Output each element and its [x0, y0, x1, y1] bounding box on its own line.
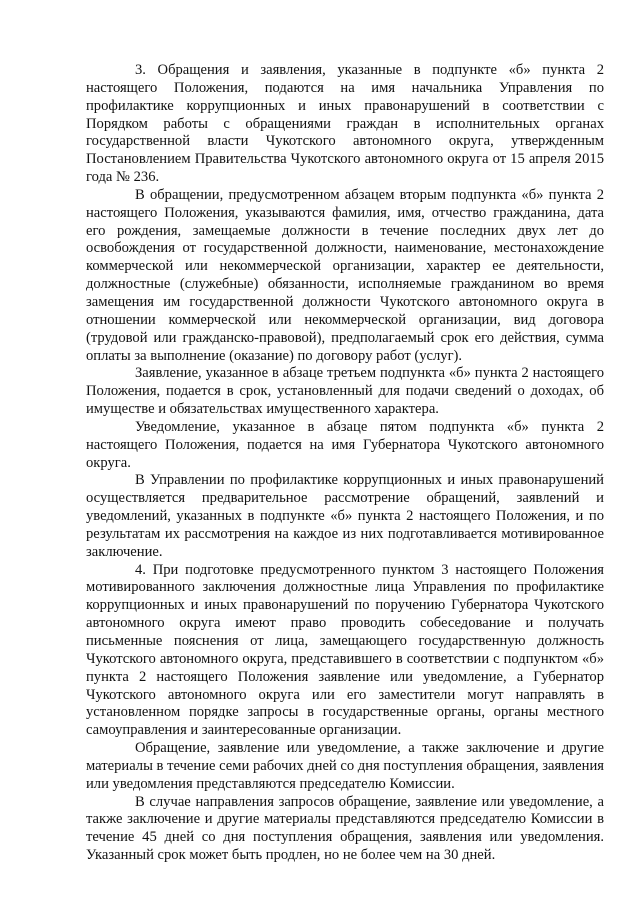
paragraph-preliminary-review: В Управлении по профилактике коррупционных и иных правонарушений осуществляется предварительное рассмотрение обращений, заявлений и уведомлений, указанных в подпункте «б» пункта 2 настоящего Положения, и по результатам их рассмотрения на каждое из них подготавливается мотивированное заключение. — [86, 472, 604, 560]
paragraph-submission-seven-days: Обращение, заявление или уведомление, а также заключение и другие материалы в течение семи рабочих дней со дня поступления обращения, заявления или уведомления представляются председателю Комиссии. — [86, 740, 604, 792]
paragraph-item-4: 4. При подготовке предусмотренного пунктом 3 настоящего Положения мотивированного заключения должностные лица Управления по профилактике коррупционных и иных правонарушений по поручению Губернатора Чукотского автономного округа имеют право проводить собеседование и получать письменные пояснения от лица, замещающего государственную должность Чукотского автономного округа, представившего в соответствии с подпунктом «б» пункта 2 настоящего Положения заявление или уведомление, а Губернатор Чукотского автономного округа или его заместители могут направлять в установленном порядке запросы в государственные органы, органы местного самоуправления и заинтересованные организации. — [86, 561, 604, 739]
paragraph-item-3: 3. Обращения и заявления, указанные в подпункте «б» пункта 2 настоящего Положения, подаются на имя начальника Управления по профилактике коррупционных и иных правонарушений в соответствии с Порядком работы с обращениями граждан в исполнительных органах государственной власти Чукотского автономного округа, утвержденным Постановлением Правительства Чукотского автономного округа от 15 апреля 2015 года № 236. — [86, 62, 604, 186]
paragraph-statement-deadline: Заявление, указанное в абзаце третьем подпункта «б» пункта 2 настоящего Положения, подается в срок, установленный для подачи сведений о доходах, об имуществе и обязательствах имущественного характера. — [86, 365, 604, 418]
paragraph-notification-addressee: Уведомление, указанное в абзаце пятом подпункта «б» пункта 2 настоящего Положения, подается на имя Губернатора Чукотского автономного округа. — [86, 418, 604, 471]
document-body — [86, 62, 604, 865]
paragraph-submission-45-days: В случае направления запросов обращение, заявление или уведомление, а также заключение и другие материалы представляются председателю Комиссии в течение 45 дней со дня поступления обращения, заявления или уведомления. Указанный срок может быть продлен, но не более чем на 30 дней. — [86, 793, 604, 864]
paragraph-appeal-details: В обращении, предусмотренном абзацем вторым подпункта «б» пункта 2 настоящего Положения, указываются фамилия, имя, отчество гражданина, дата его рождения, замещаемые должности в течение последних двух лет до освобождения от государственной должности, наименование, местонахождение коммерческой или некоммерческой организации, характер ее деятельности, должностные (служебные) обязанности, исполняемые гражданином во время замещения им государственной должности Чукотского автономного округа в отношении коммерческой или некоммерческой организации, вид договора (трудовой или гражданско-правовой), предполагаемый срок его действия, сумма оплаты за выполнение (оказание) по договору работ (услуг). — [86, 186, 604, 364]
